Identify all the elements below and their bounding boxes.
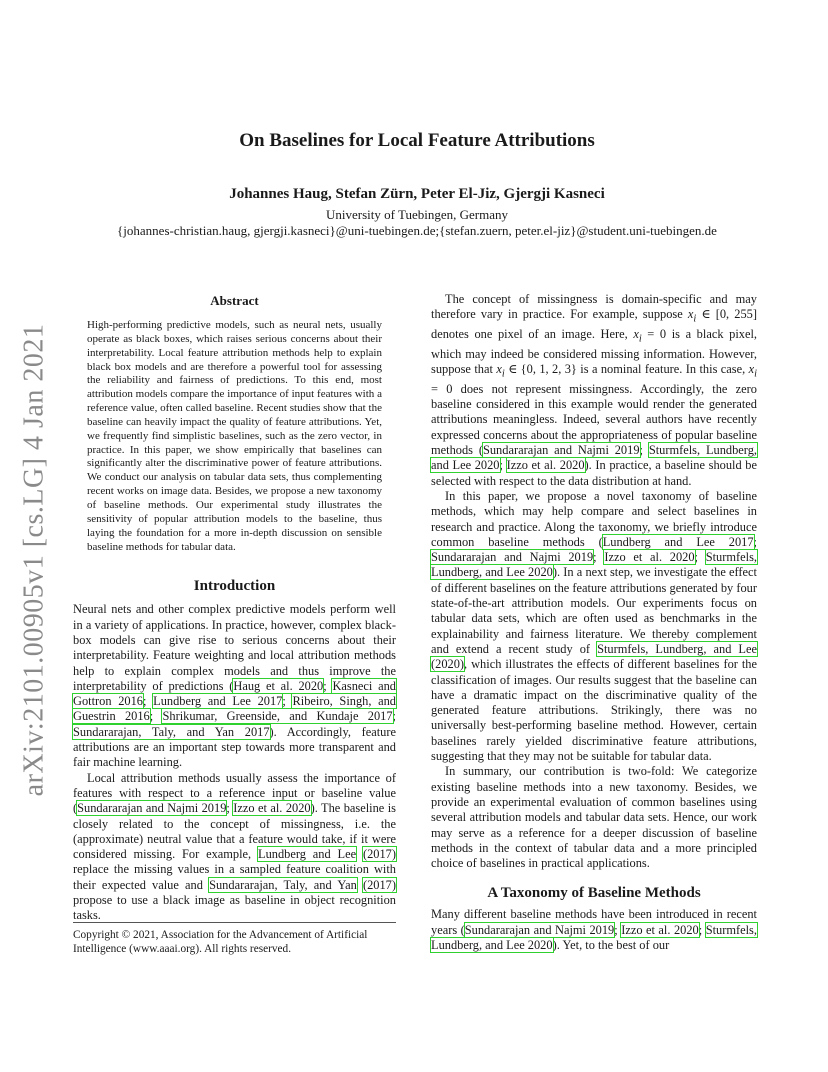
text-run: = 0 does not represent missingness. Accordingly, the zero baseline considered in this example would render the generated attributions meaningless. Indeed, several authors have recently expressed concerns about the appropriateness of popular baseline methods ( [431, 381, 757, 458]
text-run: ; [282, 694, 293, 709]
text-run: ; [639, 443, 649, 458]
citation-link[interactable]: Sundararajan and Najmi 2019 [77, 801, 227, 816]
math-subscript: i [754, 368, 757, 380]
intro-paragraph-1 [73, 602, 396, 770]
text-run: ). Yet, to the best of our [552, 937, 670, 952]
text-run: ; [143, 694, 154, 709]
math-variable: x [633, 327, 639, 342]
citation-link[interactable]: Lundberg and Lee [258, 847, 357, 862]
citation-link[interactable]: Izzo et al. 2020 [233, 801, 311, 816]
math-variable: x [748, 362, 755, 377]
text-run: ∈ {0, 1, 2, 3} is a nominal feature. In this case, [504, 362, 749, 377]
citation-link[interactable]: Sturmfels, Lundberg, and Lee 2020 [431, 922, 757, 952]
text-run: ; [392, 709, 396, 724]
citation-link[interactable]: Sturmfels, Lundberg, and Lee 2020 [431, 550, 757, 580]
text-run: ). In a next step, we investigate the effect of different baselines on the feature attributions generated by four state-of-the-art attribution models. Our experiments focus on tabular data sets, which are often used as benchmarks in the explainability and fairness literature. We thereby complement and extend a recent study of [431, 565, 757, 656]
arxiv-identifier-text: arXiv:2101.00905v1 [cs.LG] 4 Jan 2021 [18, 323, 49, 797]
paper-affiliation: University of Tuebingen, Germany [326, 207, 508, 222]
text-run: ; [753, 534, 757, 549]
math-subscript: i [693, 313, 697, 325]
math-subscript: i [501, 368, 505, 380]
abstract-text: High-performing predictive models, such as neural nets, usually operate as black boxes, which raises serious concerns about their interpretability. Local feature attribution methods help to explain black box models and are therefore a powerful tool for assessing the reliability and fairness of predictions. To this end, most attribution models compare the importance of input features with a reference value, often called baseline. Recent studies show that the baseline can heavily impact the quality of feature attributions. Yet, we frequently find simplistic baselines, such as the zero vector, in practice. In this paper, we show empirically that baselines can significantly alter the discriminative power of feature attributions. We conduct our analysis on tabular data sets, thus complementing recent works on image data. Besides, we propose a new taxonomy of baseline methods. Our experimental study illustrates the sensitivity of popular attribution models to the baseline, thus laying the foundation for a more in-depth discussion on sensible baseline methods for tabular data. [87, 319, 382, 553]
text-run: , which illustrates the effects of different baselines for the classification of images. Our results suggest that the baseline can have a dramatic impact on the discriminative quality of the generated feature attributions. Strikingly, there was no universally best-performing baseline method. However, certain baselines rarely yielded discriminative feature attributions, suggesting that they may not be suitable for tabular data. [431, 657, 757, 764]
paper-title: On Baselines for Local Feature Attributions [239, 130, 595, 151]
citation-link[interactable]: Izzo et al. 2020 [621, 922, 699, 937]
text-run: Many different baseline methods have been introduced in recent years ( [431, 907, 757, 937]
arxiv-identifier-stamp [12, 300, 56, 820]
text-run: The concept of missingness is domain-specific and may therefore vary in practice. For example, suppose [431, 292, 757, 322]
citation-link[interactable]: Sturmfels, Lundberg, and Lee [597, 641, 757, 656]
paper-emails: {johannes-christian.haug, gjergji.kasneci}@uni-tuebingen.de;{stefan.zuern, peter.el-jiz}@student.uni-tuebingen.de [117, 223, 717, 238]
intro-paragraph-2 [73, 771, 396, 924]
paper-authors: Johannes Haug, Stefan Zürn, Peter El-Jiz, Gjergji Kasneci [229, 186, 605, 202]
citation-link[interactable]: Sundararajan, Taly, and Yan 2017 [73, 724, 270, 739]
introduction-heading: Introduction [193, 578, 276, 595]
citation-link[interactable]: (2017) [362, 847, 397, 862]
citation-link[interactable]: Shrikumar, Greenside, and Kundaje 2017 [162, 709, 393, 724]
math-subscript: i [638, 333, 642, 345]
citation-link[interactable]: (2020) [431, 657, 465, 672]
citation-link[interactable]: Sundararajan, Taly, and Yan [209, 877, 357, 892]
right-paragraph-1 [431, 292, 757, 489]
citation-link[interactable]: Ribeiro, Singh, and Guestrin 2016 [73, 694, 397, 724]
copyright-notice: Copyright © 2021, Association for the Advancement of Artificial Intelligence (www.aaai.org). All rights reserved. [73, 922, 396, 956]
text-run: ; [614, 922, 622, 937]
citation-link[interactable]: Sturmfels, Lundberg, and Lee 2020 [431, 443, 757, 473]
citation-link[interactable]: Lundberg and Lee 2017 [153, 694, 283, 709]
text-run: ; [499, 458, 507, 473]
text-run: ∈ [0, 255] denotes one pixel of an image. Here, [431, 307, 757, 342]
text-run: ). Accordingly, feature attributions are an important step towards more transparent and fair machine learning. [73, 724, 396, 770]
right-column [431, 292, 757, 953]
text-run [356, 847, 363, 861]
citation-link[interactable]: Sundararajan and Najmi 2019 [482, 443, 640, 458]
citation-link[interactable]: Izzo et al. 2020 [506, 458, 585, 473]
math-variable: x [687, 307, 694, 322]
taxonomy-heading: A Taxonomy of Baseline Methods [487, 885, 701, 902]
right-paragraph-4 [431, 907, 757, 953]
text-run: ; [694, 550, 706, 565]
citation-link[interactable]: Izzo et al. 2020 [604, 550, 695, 565]
text-run: ). The baseline is closely related to the concept of missingness, i.e. the (approximate) neutral value that a feature would take, if it were considered missing. For example, [73, 801, 396, 862]
citation-link[interactable]: Sundararajan and Najmi 2019 [431, 550, 594, 565]
right-paragraph-3: In summary, our contribution is two-fold: We categorize existing baseline methods into a new taxonomy. Besides, we provide an experimental evaluation of common baselines using several attribution models and tabular data sets. Hence, our work may serve as a reference for a deeper discussion of baseline methods in the context of tabular data and a more principled choice of baselines in practical applications. [431, 764, 757, 871]
citation-link[interactable]: Kasneci and Gottron 2016 [73, 678, 396, 709]
citation-link[interactable]: Lundberg and Lee 2017 [602, 534, 754, 549]
abstract-heading: Abstract [210, 293, 259, 308]
math-variable: x [496, 362, 502, 377]
text-run: Local attribution methods usually assess the importance of features with respect to a reference input or baseline value ( [73, 770, 396, 816]
right-paragraph-2 [431, 489, 757, 764]
text-run: Neural nets and other complex predictive models perform well in a variety of applications. In practice, however, complex black-box models can give rise to serious concerns about their interpretability. Feature weighting and local attribution methods help to explain complex models and thus improve the interpretability of predictions ( [73, 602, 396, 693]
left-column [73, 292, 396, 924]
text-run: ; [698, 922, 706, 937]
text-run: ; [226, 801, 234, 816]
text-run: In this paper, we propose a novel taxonomy of baseline methods, which may help compare and select baselines in research and practice. Along the taxonomy, we briefly introduce common baseline methods ( [431, 488, 757, 549]
citation-link[interactable]: (2017) [362, 877, 396, 892]
text-run: replace the missing values in a sampled feature coalition with their expected value and [73, 862, 396, 892]
text-run: ; [593, 550, 605, 565]
text-run: ; [323, 678, 333, 693]
citation-link[interactable]: Haug et al. 2020 [233, 678, 324, 693]
text-run: ). In practice, a baseline should be selected with respect to the data distribution at hand. [431, 458, 757, 488]
text-run: propose to use a black image as baseline in object recognition tasks. [73, 892, 396, 923]
citation-link[interactable]: Sundararajan and Najmi 2019 [464, 922, 615, 937]
text-run: = 0 is a black pixel, which may indeed be considered missing information. However, suppose that [431, 327, 757, 377]
text-run: ; [149, 709, 163, 724]
